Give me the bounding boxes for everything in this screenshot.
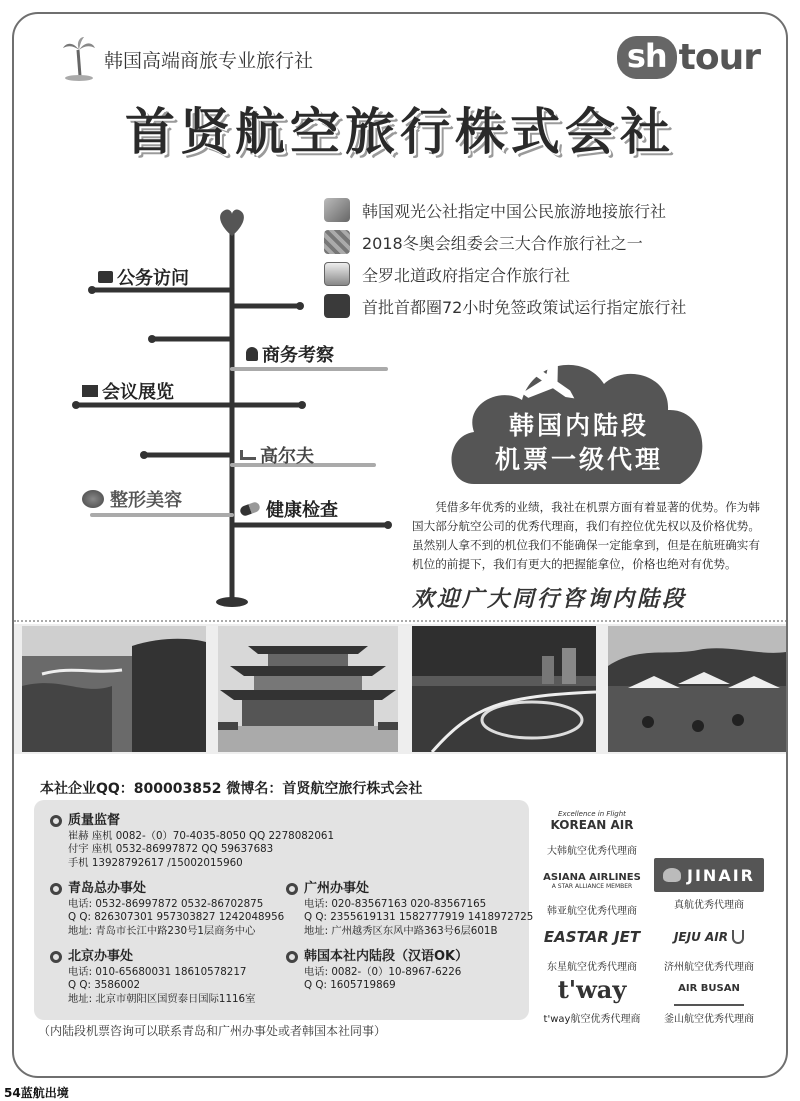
service-shangwu: 商务考察 bbox=[246, 341, 334, 367]
map-icon bbox=[324, 262, 350, 286]
service-zhengxing: 整形美容 bbox=[82, 486, 182, 512]
briefcase-icon bbox=[98, 271, 113, 283]
location-pin-icon bbox=[286, 883, 298, 895]
service-jiankang: 健康检查 bbox=[240, 496, 338, 522]
contact-note: （内陆段机票咨询可以联系青岛和广州办事处或者韩国本社同事） bbox=[38, 1024, 387, 1038]
service-huiyi: 会议展览 bbox=[82, 378, 174, 404]
airline-jeju: JEJU AIR 济州航空优秀代理商 bbox=[664, 930, 754, 973]
service-gongwu: 公务访问 bbox=[98, 264, 189, 290]
company-title: 首贤航空旅行株式会社 bbox=[125, 103, 675, 161]
qq-weibo-line: 本社企业QQ：800003852 微博名：首贤航空旅行株式会社 bbox=[40, 781, 423, 797]
logo-sh: sh bbox=[617, 36, 677, 79]
claim-item: 全罗北道政府指定合作旅行社 bbox=[324, 258, 686, 290]
photo-bridge-night bbox=[412, 626, 596, 752]
office-quality: 质量监督 崔赫 座机 0082-（0）70-4035-8050 QQ 2278082061 付宇 座机 0532-86997872 QQ 59637683 手机 13928792617 /15002015960 bbox=[50, 814, 334, 870]
page-footer: 54蓝航出境 bbox=[4, 1086, 69, 1100]
claims-list bbox=[324, 194, 686, 322]
tagline-text: 韩国高端商旅专业旅行社 bbox=[104, 49, 314, 72]
palm-tree-icon bbox=[62, 36, 96, 82]
airline-jinair: JINAIR 真航优秀代理商 bbox=[650, 858, 768, 911]
photo-palace bbox=[218, 626, 398, 752]
location-pin-icon bbox=[50, 815, 62, 827]
advert-page bbox=[12, 12, 788, 1078]
cloud-line1: 韩国内陆段 bbox=[508, 411, 649, 440]
building-icon bbox=[82, 385, 98, 397]
jeju-swirl-icon bbox=[732, 930, 744, 944]
passport-icon bbox=[324, 294, 350, 318]
pill-icon bbox=[239, 501, 261, 517]
person-icon bbox=[246, 347, 258, 361]
service-golf: 高尔夫 bbox=[240, 442, 314, 468]
airline-asiana: ASIANA AIRLINES A STAR ALLIANCE MEMBER 韩亚航空优秀代理商 bbox=[543, 872, 641, 917]
shtour-logo bbox=[617, 36, 760, 79]
beauty-icon bbox=[82, 490, 104, 508]
contact-box bbox=[34, 800, 534, 1020]
heart-icon bbox=[220, 209, 244, 236]
claim-item: 首批首都圈72小时免签政策试运行指定旅行社 bbox=[324, 290, 686, 322]
cloud-badge bbox=[444, 344, 714, 494]
beach-icon bbox=[324, 198, 350, 222]
office-qingdao: 青岛总办事处 电话: 0532-86997872 0532-86702875 Q Q: 826307301 957303827 1242048956 地址: 青岛市长江中路230号1层商务中心 bbox=[50, 882, 284, 938]
airline-tway: t'way t'way航空优秀代理商 bbox=[543, 974, 641, 1025]
office-guangzhou: 广州办事处 电话: 020-83567163 020-83567165 Q Q: 2355619131 1582777919 1418972725 地址: 广州越秀区东风中路363号6层601B bbox=[286, 882, 533, 938]
logo-tour: tour bbox=[678, 37, 760, 78]
jinair-butterfly-icon bbox=[663, 868, 681, 882]
claim-item: 2018冬奥会组委会三大合作旅行社之一 bbox=[324, 226, 686, 258]
claim-item: 韩国观光公社指定中国公民旅游地接旅行社 bbox=[324, 194, 686, 226]
welcome-slogan: 欢迎广大同行咨询内陆段 bbox=[412, 587, 688, 612]
olympic-icon bbox=[324, 230, 350, 254]
description-paragraph: 凭借多年优秀的业绩，我社在机票方面有着显著的优势。作为韩国大部分航空公司的优秀代理商，我们有控位优先权以及价格优势。虽然别人拿不到的机位我们不能确保一定能拿到，但是在航班确实有机位的前提下，我们有更大的把握能拿位，价格也绝对有优势。 bbox=[412, 500, 760, 571]
location-pin-icon bbox=[50, 951, 62, 963]
location-pin-icon bbox=[50, 883, 62, 895]
divider bbox=[14, 620, 788, 622]
photo-coast bbox=[22, 626, 206, 752]
location-pin-icon bbox=[286, 951, 298, 963]
airline-airbusan: AIR BUSAN 釜山航空优秀代理商 bbox=[650, 972, 768, 1025]
photo-garden-party bbox=[608, 626, 786, 752]
cloud-line2: 机票一级代理 bbox=[494, 445, 663, 474]
golf-icon bbox=[240, 450, 256, 460]
office-korea: 韩国本社内陆段（汉语OK） 电话: 0082-（0）10-8967-6226 Q Q: 1605719869 bbox=[286, 950, 468, 993]
airline-eastar: EASTAR JET 东星航空优秀代理商 bbox=[543, 928, 641, 973]
office-beijing: 北京办事处 电话: 010-65680031 18610578217 Q Q: 3586002 地址: 北京市朝阳区国贸泰日国际1116室 bbox=[50, 950, 255, 1006]
header-tagline bbox=[62, 36, 313, 82]
airline-korean-air: Excellence in Flight KOREAN AIR 大韩航空优秀代理商 bbox=[547, 810, 637, 857]
